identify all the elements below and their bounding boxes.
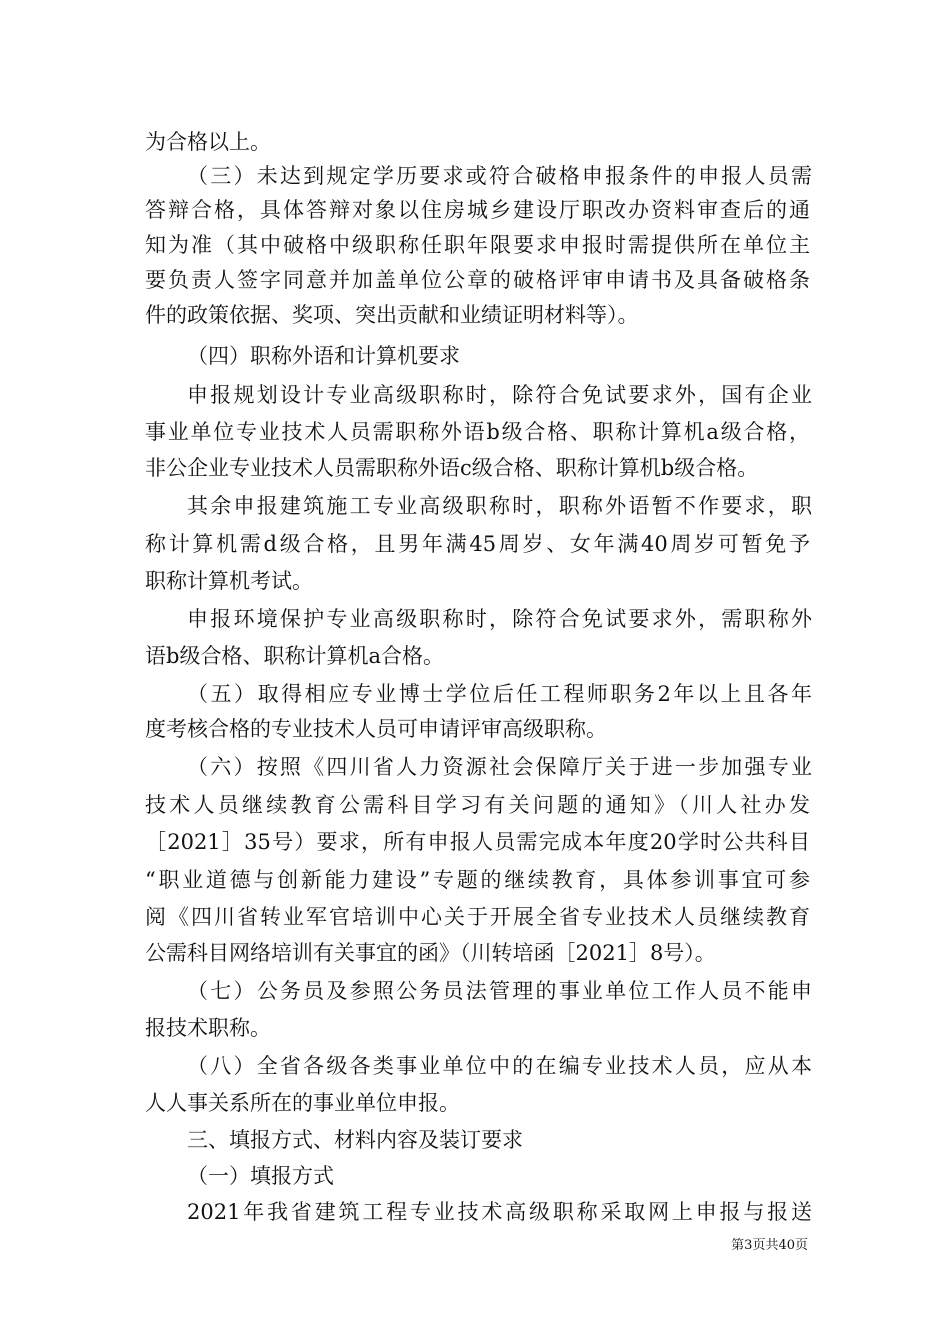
body-line: 2021年我省建筑工程专业技术高级职称采取网上申报与报送 <box>187 1200 812 1224</box>
body-line: （七）公务员及参照公务员法管理的事业单位工作人员不能申 <box>187 979 812 1003</box>
body-line: 申报环境保护专业高级职称时，除符合免试要求外，需职称外 <box>187 607 812 631</box>
body-line: 非公企业专业技术人员需职称外语c级合格、职称计算机b级合格。 <box>145 456 759 480</box>
body-line: 语b级合格、职称计算机a合格。 <box>145 644 444 668</box>
body-line: 知为准（其中破格中级职称任职年限要求申报时需提供所在单位主 <box>145 233 810 257</box>
body-line: （三）未达到规定学历要求或符合破格申报条件的申报人员需 <box>187 164 812 188</box>
body-line: 要负责人签字同意并加盖单位公章的破格评审申请书及具备破格条 <box>145 268 810 292</box>
body-line: 报技术职称。 <box>145 1016 271 1040</box>
body-line: 技术人员继续教育公需科目学习有关问题的通知》（川人社办发 <box>145 793 810 817</box>
subsection-heading: （一）填报方式 <box>187 1164 334 1188</box>
body-line: “职业道德与创新能力建设”专题的继续教育，具体参训事宜可参 <box>145 868 810 892</box>
body-line: 申报规划设计专业高级职称时，除符合免试要求外，国有企业 <box>187 383 812 407</box>
body-line: 人人事关系所在的事业单位申报。 <box>145 1091 460 1115</box>
body-line: （八）全省各级各类事业单位中的在编专业技术人员，应从本 <box>187 1054 812 1078</box>
body-line: 称计算机需d级合格，且男年满45周岁、女年满40周岁可暂免予 <box>145 532 810 556</box>
body-line: 公需科目网络培训有关事宜的函》（川转培函［2021］8号）。 <box>145 941 716 965</box>
body-line: ［2021］35号）要求，所有申报人员需完成本年度20学时公共科目 <box>145 830 810 854</box>
body-line: 度考核合格的专业技术人员可申请评审高级职称。 <box>145 717 607 741</box>
body-line: 为合格以上。 <box>145 130 271 154</box>
body-line: 职称计算机考试。 <box>145 569 313 593</box>
page-number: 第3页共40页 <box>731 1238 808 1253</box>
section-heading: 三、填报方式、材料内容及装订要求 <box>187 1128 523 1152</box>
body-line: （五）取得相应专业博士学位后任工程师职务2年以上且各年 <box>187 682 812 706</box>
body-line: 答辩合格，具体答辩对象以住房城乡建设厅职改办资料审查后的通 <box>145 198 810 222</box>
body-line: 阅《四川省转业军官培训中心关于开展全省专业技术人员继续教育 <box>145 905 810 929</box>
body-line: （六）按照《四川省人力资源社会保障厅关于进一步加强专业 <box>187 755 812 779</box>
body-line: 其余申报建筑施工专业高级职称时，职称外语暂不作要求，职 <box>187 494 812 518</box>
body-line: 事业单位专业技术人员需职称外语b级合格、职称计算机a级合格， <box>145 420 810 444</box>
body-line: 件的政策依据、奖项、突出贡献和业绩证明材料等）。 <box>145 303 639 327</box>
section-heading: （四）职称外语和计算机要求 <box>187 344 460 368</box>
